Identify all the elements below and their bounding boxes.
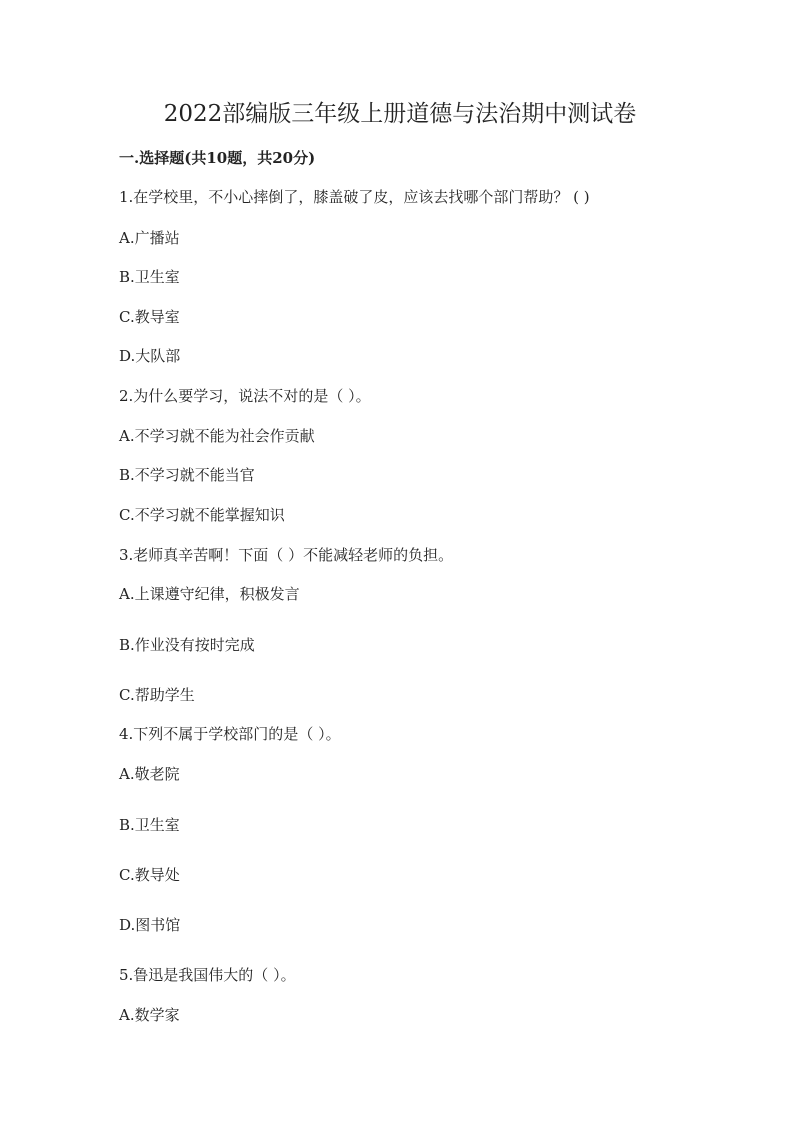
question-3-option-a: A.上课遵守纪律，积极发言 bbox=[119, 585, 300, 603]
question-stem-2: 2.为什么要学习，说法不对的是（ ）。 bbox=[119, 387, 371, 405]
section-header: 一.选择题(共10题，共20分) bbox=[119, 149, 316, 167]
question-2-option-a: A.不学习就不能为社会作贡献 bbox=[119, 427, 315, 445]
question-1-option-c: C.教导室 bbox=[119, 308, 180, 326]
question-stem-3: 3.老师真辛苦啊！下面（ ）不能减轻老师的负担。 bbox=[119, 546, 454, 564]
question-stem-5: 5.鲁迅是我国伟大的（ ）。 bbox=[119, 966, 296, 984]
question-1-option-b: B.卫生室 bbox=[119, 268, 180, 286]
question-1-option-d: D.大队部 bbox=[119, 347, 181, 365]
question-4-option-c: C.教导处 bbox=[119, 866, 180, 884]
question-2-option-b: B.不学习就不能当官 bbox=[119, 466, 255, 484]
question-stem-4: 4.下列不属于学校部门的是（ ）。 bbox=[119, 725, 341, 743]
question-4-option-d: D.图书馆 bbox=[119, 916, 181, 934]
question-4-option-a: A.敬老院 bbox=[119, 765, 180, 783]
question-5-option-a: A.数学家 bbox=[119, 1006, 180, 1024]
question-2-option-c: C.不学习就不能掌握知识 bbox=[119, 506, 285, 524]
question-3-option-b: B.作业没有按时完成 bbox=[119, 636, 255, 654]
page-title: 2022部编版三年级上册道德与法治期中测试卷 bbox=[163, 101, 637, 127]
question-1-option-a: A.广播站 bbox=[119, 229, 180, 247]
question-4-option-b: B.卫生室 bbox=[119, 816, 180, 834]
question-3-option-c: C.帮助学生 bbox=[119, 686, 195, 704]
question-stem-1: 1.在学校里，不小心摔倒了，膝盖破了皮，应该去找哪个部门帮助？ ( ) bbox=[119, 188, 590, 206]
